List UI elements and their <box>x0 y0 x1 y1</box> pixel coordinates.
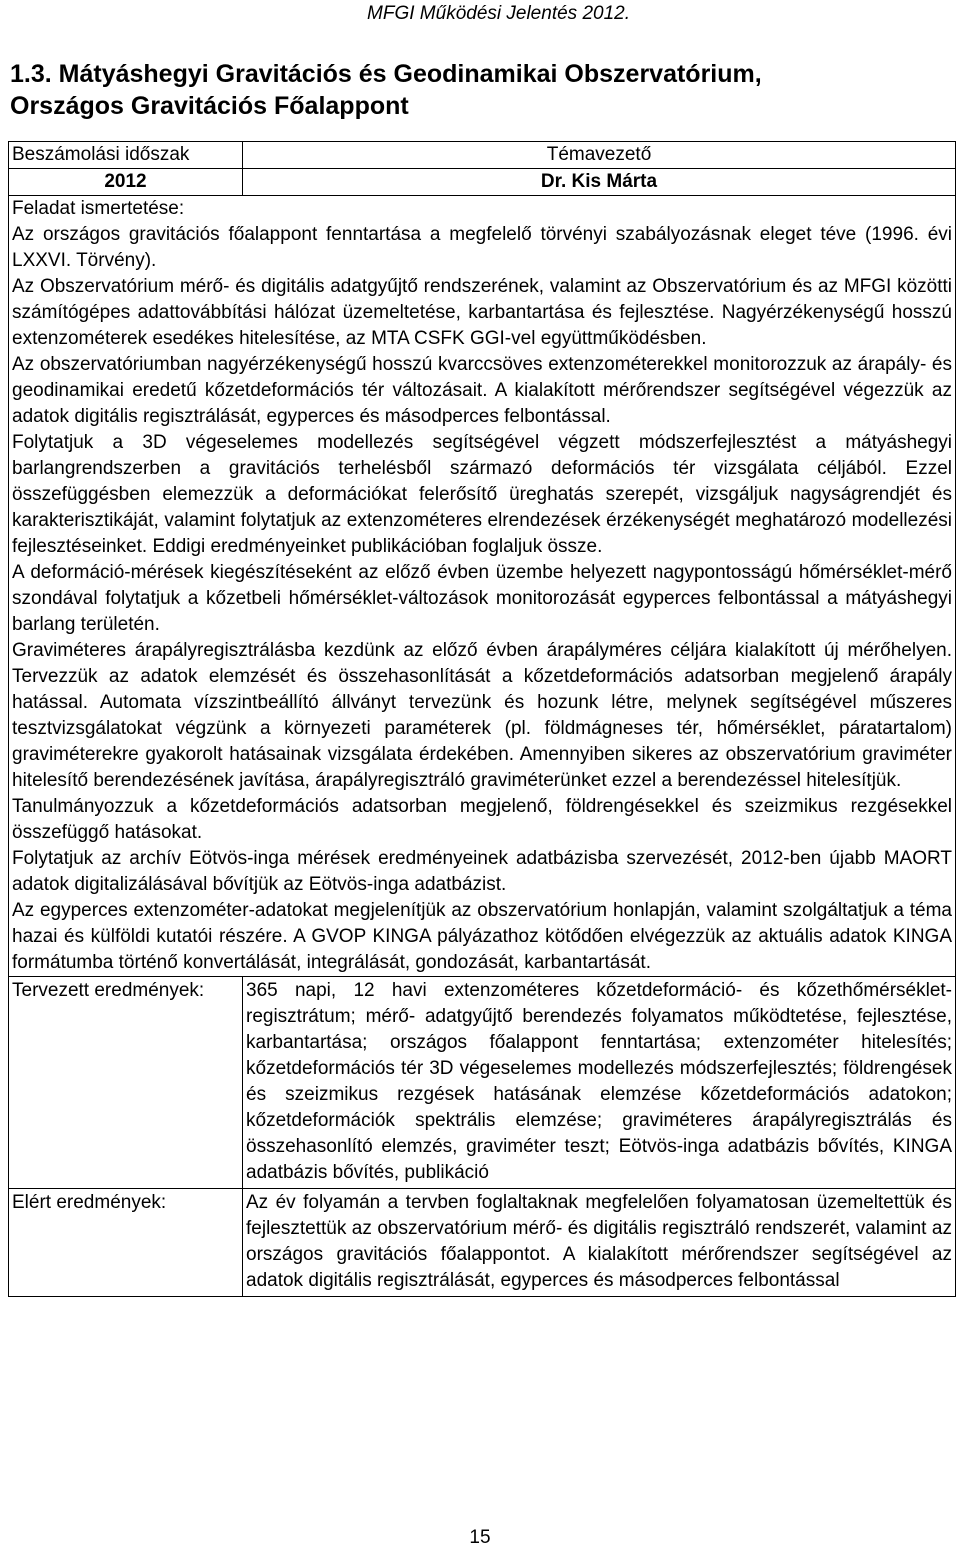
running-header: MFGI Működési Jelentés 2012. <box>367 3 630 24</box>
task-paragraph: Az országos gravitációs főalappont fenntartása a megfelelő törvényi szabályozásnak eleget téve (1996. évi LXXVI. Törvény). <box>12 224 952 271</box>
table-value-row <box>9 169 956 196</box>
period-value: 2012 <box>9 169 243 196</box>
task-description-row <box>9 196 956 977</box>
planned-results-label: Tervezett eredmények: <box>9 977 243 1189</box>
lead-value: Dr. Kis Márta <box>243 169 956 196</box>
task-label: Feladat ismertetése: <box>12 198 185 219</box>
task-paragraph: Tanulmányozzuk a kőzetdeformációs adatsorban megjelenő, földrengésekkel és szeizmikus rezgésekkel összefüggő hatásokat. <box>12 796 952 843</box>
planned-results-text: 365 napi, 12 havi extenzométeres kőzetdeformáció- és kőzethőmérséklet-regisztrátum; mérő- adatgyűjtő berendezés folyamatos működtetése, fejlesztése, karbantartása; országos főalappont fenntartása; extenzométer hitelesítés; kőzetdeformációs tér 3D végeselemes modellezés módszerfejlesztés; földrengések és szeizmikus rezgések hatásának elemzése kőzetdeformációs adatokon; kőzetdeformációk spektrális elemzése; graviméteres árapályregisztrálás és összehasonlító elemzés, graviméter teszt; Eötvös-inga adatbázis bővítés, KINGA adatbázis bővítés, publikáció <box>243 977 956 1189</box>
task-paragraph: Folytatjuk a 3D végeselemes modellezés segítségével végzett módszerfejlesztést a mátyáshegyi barlangrendszerben a gravitációs terhelésből származó deformációs tér vizsgálata céljából. Ezzel összefüggésben elemezzük a deformációkat felerősítő üreghatás szerepét, vizsgáljuk nagyságrendjét és karakterisztikáját, valamint folytatjuk az extenzométeres elrendezések érzékenységét meghatározó modellezési fejlesztéseinket. Eddigi eredményeinket publikációban foglaljuk össze. <box>12 432 952 557</box>
task-paragraph: Az Obszervatórium mérő- és digitális adatgyűjtő rendszerének, valamint az Obszervatórium és az MFGI közötti számítógépes adattovábbítási hálózat üzemeltetése, karbantartása és fejlesztése. Nagyérzékenységű hosszú extenzométerek esedékes hitelesítése, az MTA CSFK GGI-vel együttműködésben. <box>12 276 952 349</box>
task-paragraph: Folytatjuk az archív Eötvös-inga mérések eredményeinek adatbázisba szervezését, 2012-ben újabb MAORT adatok digitalizálásával bővítjük az Eötvös-inga adatbázist. <box>12 848 952 895</box>
task-paragraph: Az obszervatóriumban nagyérzékenységű hosszú kvarccsöves extenzométerekkel monitorozzuk az árapály- és geodinamikai eredetű kőzetdeformációs tér változásait. A kialakított mérőrendszer segítségével végezzük az adatok digitális regisztrálását, egyperces és másodperces felbontással. <box>12 354 952 427</box>
table-header-row <box>9 142 956 169</box>
period-label: Beszámolási időszak <box>9 142 243 169</box>
planned-results-row <box>9 977 956 1189</box>
page-number: 15 <box>469 1527 491 1548</box>
achieved-results-row <box>9 1189 956 1297</box>
task-description-cell <box>9 196 956 977</box>
achieved-results-label: Elért eredmények: <box>9 1189 243 1297</box>
section-title-line-2: Országos Gravitációs Főalappont <box>10 92 409 120</box>
achieved-results-text: Az év folyamán a tervben foglaltaknak megfelelően folyamatosan üzemeltettük és fejlesztettük az obszervatórium mérő- és digitális regisztráló rendszerét, valamint az országos gravitációs főalappontot. A kialakított mérőrendszer segítségével az adatok digitális regisztrálását, egyperces és másodperces felbontással <box>243 1189 956 1297</box>
task-paragraph: Graviméteres árapályregisztrálásba kezdünk az előző évben árapályméres céljára kialakított új mérőhelyen. Tervezzük az adatok elemzését és összehasonlítását a kőzetdeformációs adatsorban megjelenő árapály hatással. Automata vízszintbeállító állványt tervezünk és hozunk létre, melynek segítségével műszeres tesztvizsgálatokat végzünk a környezeti paraméterek (pl. földmágneses tér, hőmérséklet, páratartalom) graviméterekre gyakorolt hatásainak vizsgálata érdekében. Amennyiben sikeres az obszervatórium graviméter hitelesítő berendezésének javítása, árapályregisztráló graviméterünket ezzel a berendezéssel hitelesítjük. <box>12 640 952 791</box>
task-paragraph: A deformáció-mérések kiegészítéseként az előző évben üzembe helyezett nagypontosságú hőmérséklet-mérő szondával folytatjuk a kőzetbeli hőmérséklet-változások monitorozását egyperces felbontással a mátyáshegyi barlang területén. <box>12 562 952 635</box>
report-table <box>8 141 956 1297</box>
section-title <box>10 58 930 122</box>
task-paragraph: Az egyperces extenzométer-adatokat megjelenítjük az obszervatórium honlapján, valamint szolgáltatjuk a téma hazai és külföldi kutatói részére. A GVOP KINGA pályázathoz kötődően elvégezzük az aktuális adatok KINGA formátumba történő konvertálását, integrálását, gondozását, karbantartását. <box>12 900 952 973</box>
lead-label: Témavezető <box>243 142 956 169</box>
section-title-line-1: 1.3. Mátyáshegyi Gravitációs és Geodinamikai Obszervatórium, <box>10 60 762 88</box>
